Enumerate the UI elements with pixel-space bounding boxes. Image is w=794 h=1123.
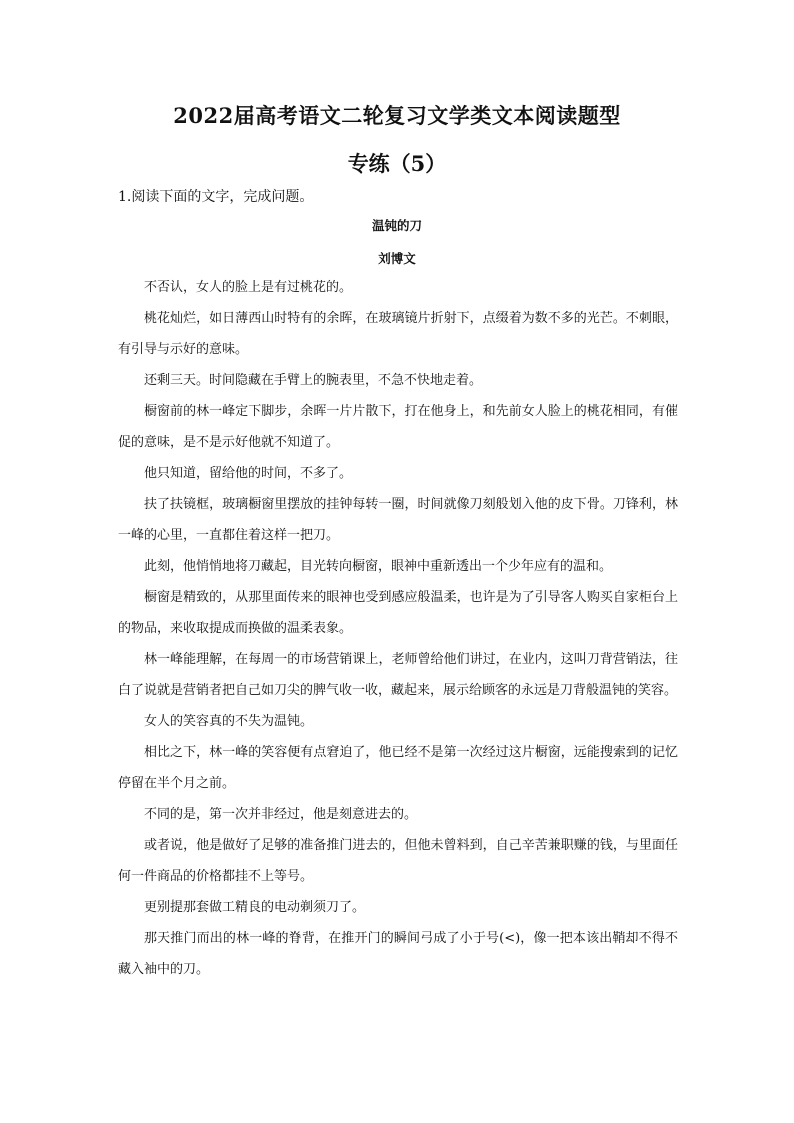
story-author: 刘博文 (378, 251, 416, 266)
document-title: 2022届高考语文二轮复习文学类文本阅读题型 (173, 103, 621, 128)
story-body (118, 272, 678, 985)
question-instruction: 1.阅读下面的文字，完成问题。 (118, 189, 314, 205)
paragraph: 相比之下，林一峰的笑容便有点窘迫了，他已经不是第一次经过这片橱窗，远能搜索到的记忆停留在半个月之前。 (118, 745, 678, 791)
paragraph: 不同的是，第一次并非经过，他是刻意进去的。 (144, 807, 418, 822)
paragraph: 此刻，他悄悄地将刀藏起，目光转向橱窗，眼神中重新透出一个少年应有的温和。 (144, 559, 613, 574)
paragraph: 桃花灿烂，如日薄西山时特有的余晖，在玻璃镜片折射下，点缀着为数不多的光芒。不刺眼，有引导与示好的意味。 (118, 311, 678, 357)
paragraph: 或者说，他是做好了足够的准备推门进去的，但他未曾料到，自己辛苦兼职赚的钱，与里面任何一件商品的价格都挂不上等号。 (118, 838, 678, 884)
paragraph: 那天推门而出的林一峰的脊背，在推开门的瞬间弓成了小于号(<)，像一把本该出鞘却不得不藏入袖中的刀。 (118, 931, 678, 977)
paragraph: 还剩三天。时间隐藏在手臂上的腕表里，不急不快地走着。 (144, 373, 483, 388)
paragraph: 女人的笑容真的不失为温钝。 (144, 714, 314, 729)
paragraph: 橱窗是精致的，从那里面传来的眼神也受到感应般温柔，也许是为了引导客人购买自家柜台上的物品，来收取提成而换做的温柔表象。 (118, 590, 678, 636)
paragraph: 林一峰能理解，在每周一的市场营销课上，老师曾给他们讲过，在业内，这叫刀背营销法，往白了说就是营销者把自己如刀尖的脾气收一收，藏起来，展示给顾客的永远是刀背般温钝的笑容。 (118, 652, 678, 698)
document-subtitle: 专练（5） (347, 151, 447, 176)
paragraph: 扶了扶镜框，玻璃橱窗里摆放的挂钟每转一圈，时间就像刀刻般划入他的皮下骨。刀锋利，林一峰的心里，一直都住着这样一把刀。 (118, 497, 678, 543)
paragraph: 他只知道，留给他的时间，不多了。 (144, 466, 353, 481)
paragraph: 橱窗前的林一峰定下脚步，余晖一片片散下，打在他身上，和先前女人脸上的桃花相同，有催促的意味，是不是示好他就不知道了。 (118, 404, 678, 450)
story-title: 温钝的刀 (371, 218, 422, 233)
paragraph: 更别提那套做工精良的电动剃须刀了。 (144, 900, 366, 915)
paragraph: 不否认，女人的脸上是有过桃花的。 (144, 280, 353, 295)
